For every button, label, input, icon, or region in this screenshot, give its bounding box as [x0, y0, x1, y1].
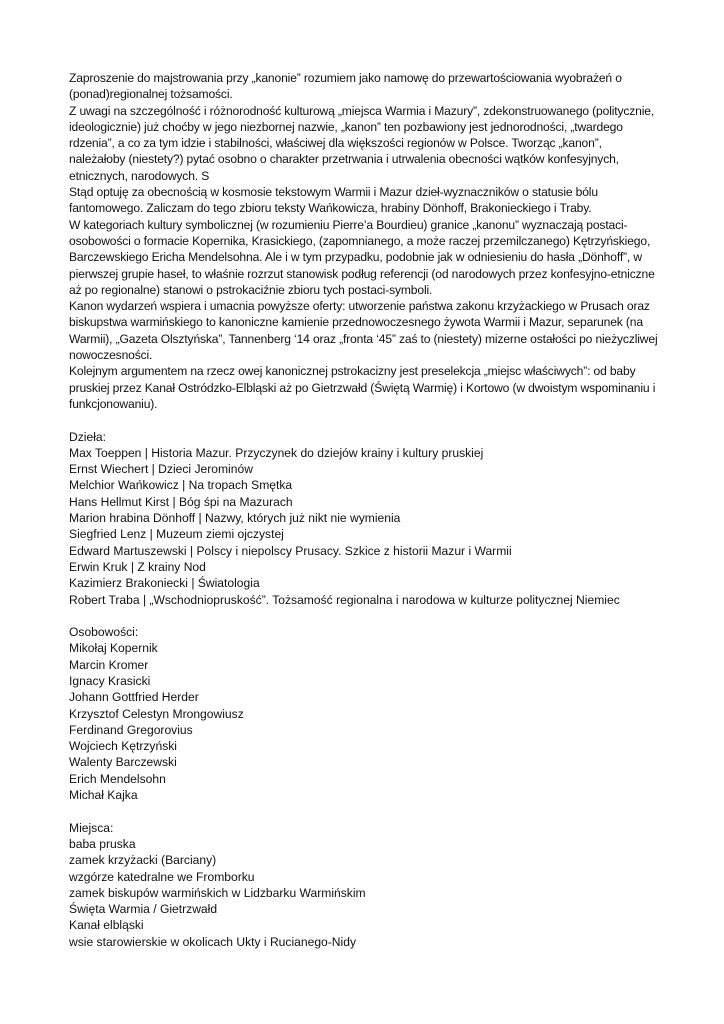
blank-line: [69, 803, 659, 819]
people-item: Michał Kajka: [69, 788, 138, 803]
people-item: Ignacy Krasicki: [69, 673, 151, 688]
works-item: Max Toeppen | Historia Mazur. Przyczynek do dziejów krainy i kultury pruskiej: [69, 445, 484, 460]
places-item: Święta Warmia / Gietrzwałd: [69, 902, 218, 917]
works-item: Marion hrabina Dönhoff | Nazwy, których już nikt nie wymienia: [69, 511, 401, 526]
intro-paragraph: W kategoriach kultury symbolicznej (w rozumieniu Pierre’a Bourdieu) granice „kanonu” wyznaczają postaci-osobowości o formacie Kopernika, Krasickiego, (zapomnianego, a może raczej przemilczanego) Kętrzyńskiego, Barczewskiego Ericha Mendelsohna. Ale i w tym przypadku, podobnie jak w odniesieniu do hasła „Dönhoff”, w pierwszej grupie haseł, to właśnie rozrzut stanowisk podług referencji (od narodowych przez konfesyjno-etniczne aż po regionalne) stanowi o pstrokaciźnie zbioru tych postaci-symboli.: [69, 217, 655, 297]
places-item: wzgórze katedralne we Fromborku: [69, 869, 255, 884]
people-item: Ferdinand Gregorovius: [69, 722, 193, 737]
places-item: Kanał elbląski: [69, 918, 144, 933]
people-heading: Osobowości:: [69, 625, 139, 640]
document-page: [69, 70, 659, 950]
intro-paragraph: Kanon wydarzeń wspiera i umacnia powyższe oferty: utworzenie państwa zakonu krzyżackiego w Prusach oraz biskupstwa warmińskiego to kanoniczne kamienie przednowoczesnego żywota Warmii i Mazur, separunek (na Warmii), „Gazeta Olsztyńska”, Tannenberg ‘14 oraz „fronta ‘45” zaś to (niestety) mizerne ostałości po nieżyczliwej nowoczesności.: [69, 299, 658, 363]
places-section: [69, 820, 659, 950]
works-item: Robert Traba | „Wschodniopruskość”. Tożsamość regionalna i narodowa w kulturze politycznej Niemiec: [69, 592, 620, 607]
works-item: Kazimierz Brakoniecki | Światologia: [69, 576, 260, 591]
people-item: Erich Mendelsohn: [69, 771, 166, 786]
works-item: Edward Martuszewski | Polscy i niepolscy Prusacy. Szkice z historii Mazur i Warmii: [69, 543, 512, 558]
intro-paragraph: Kolejnym argumentem na rzecz owej kanonicznej pstrokacizny jest preselekcja „miejsc właściwych”: od baby pruskiej przez Kanał Ostródzko-Elbląski aż po Gietrzwałd (Świętą Warmię) i Kortowo (w dwoistym wspominaniu i funkcjonowaniu).: [69, 364, 656, 411]
people-item: Walenty Barczewski: [69, 755, 177, 770]
people-item: Krzysztof Celestyn Mrongowiusz: [69, 706, 244, 721]
works-item: Siegfried Lenz | Muzeum ziemi ojczystej: [69, 527, 284, 542]
works-item: Melchior Wańkowicz | Na tropach Smętka: [69, 478, 293, 493]
blank-line: [69, 412, 659, 428]
people-item: Mikołaj Kopernik: [69, 641, 158, 656]
people-item: Johann Gottfried Herder: [69, 690, 199, 705]
blank-line: [69, 608, 659, 624]
intro-paragraph: Zaproszenie do majstrowania przy „kanonie” rozumiem jako namowę do przewartościowania wyobrażeń o (ponad)regionalnej tożsamości.: [69, 71, 622, 102]
places-item: wsie starowierskie w okolicach Ukty i Rucianego-Nidy: [69, 934, 356, 949]
intro-paragraph: Z uwagi na szczególność i różnorodność kulturową „miejsca Warmia i Mazury”, zdekonstruowanego (politycznie, ideologicznie) już choćby w jego niezbornej nazwie, „kanon” ten pozbawiony jest jednorodności, „twardego rdzenia”, a co za tym idzie i stabilności, właściwej dla większości regionów w Polsce. Tworząc „kanon”, należałoby (niestety?) pytać osobno o charakter przetrwania i utrwalenia obecności wątków konfesyjnych, etnicznych, narodowych. S: [69, 103, 655, 183]
works-section: [69, 429, 659, 608]
places-heading: Miejsca:: [69, 820, 114, 835]
places-item: baba pruska: [69, 836, 136, 851]
people-section: [69, 624, 659, 803]
places-item: zamek biskupów warmińskich w Lidzbarku Warmińskim: [69, 885, 366, 900]
people-item: Wojciech Kętrzyński: [69, 739, 177, 754]
places-item: zamek krzyżacki (Barciany): [69, 853, 217, 868]
works-heading: Dzieła:: [69, 429, 106, 444]
works-item: Hans Hellmut Kirst | Bóg śpi na Mazurach: [69, 494, 293, 509]
intro-paragraph: Stąd optuję za obecnością w kosmosie tekstowym Warmii i Mazur dzieł-wyznaczników o statusie bólu fantomowego. Zaliczam do tego zbioru teksty Wańkowicza, hrabiny Dönhoff, Brakonieckiego i Traby.: [69, 185, 598, 216]
people-item: Marcin Kromer: [69, 657, 149, 672]
works-item: Ernst Wiechert | Dzieci Jerominów: [69, 462, 253, 477]
works-item: Erwin Kruk | Z krainy Nod: [69, 559, 206, 574]
